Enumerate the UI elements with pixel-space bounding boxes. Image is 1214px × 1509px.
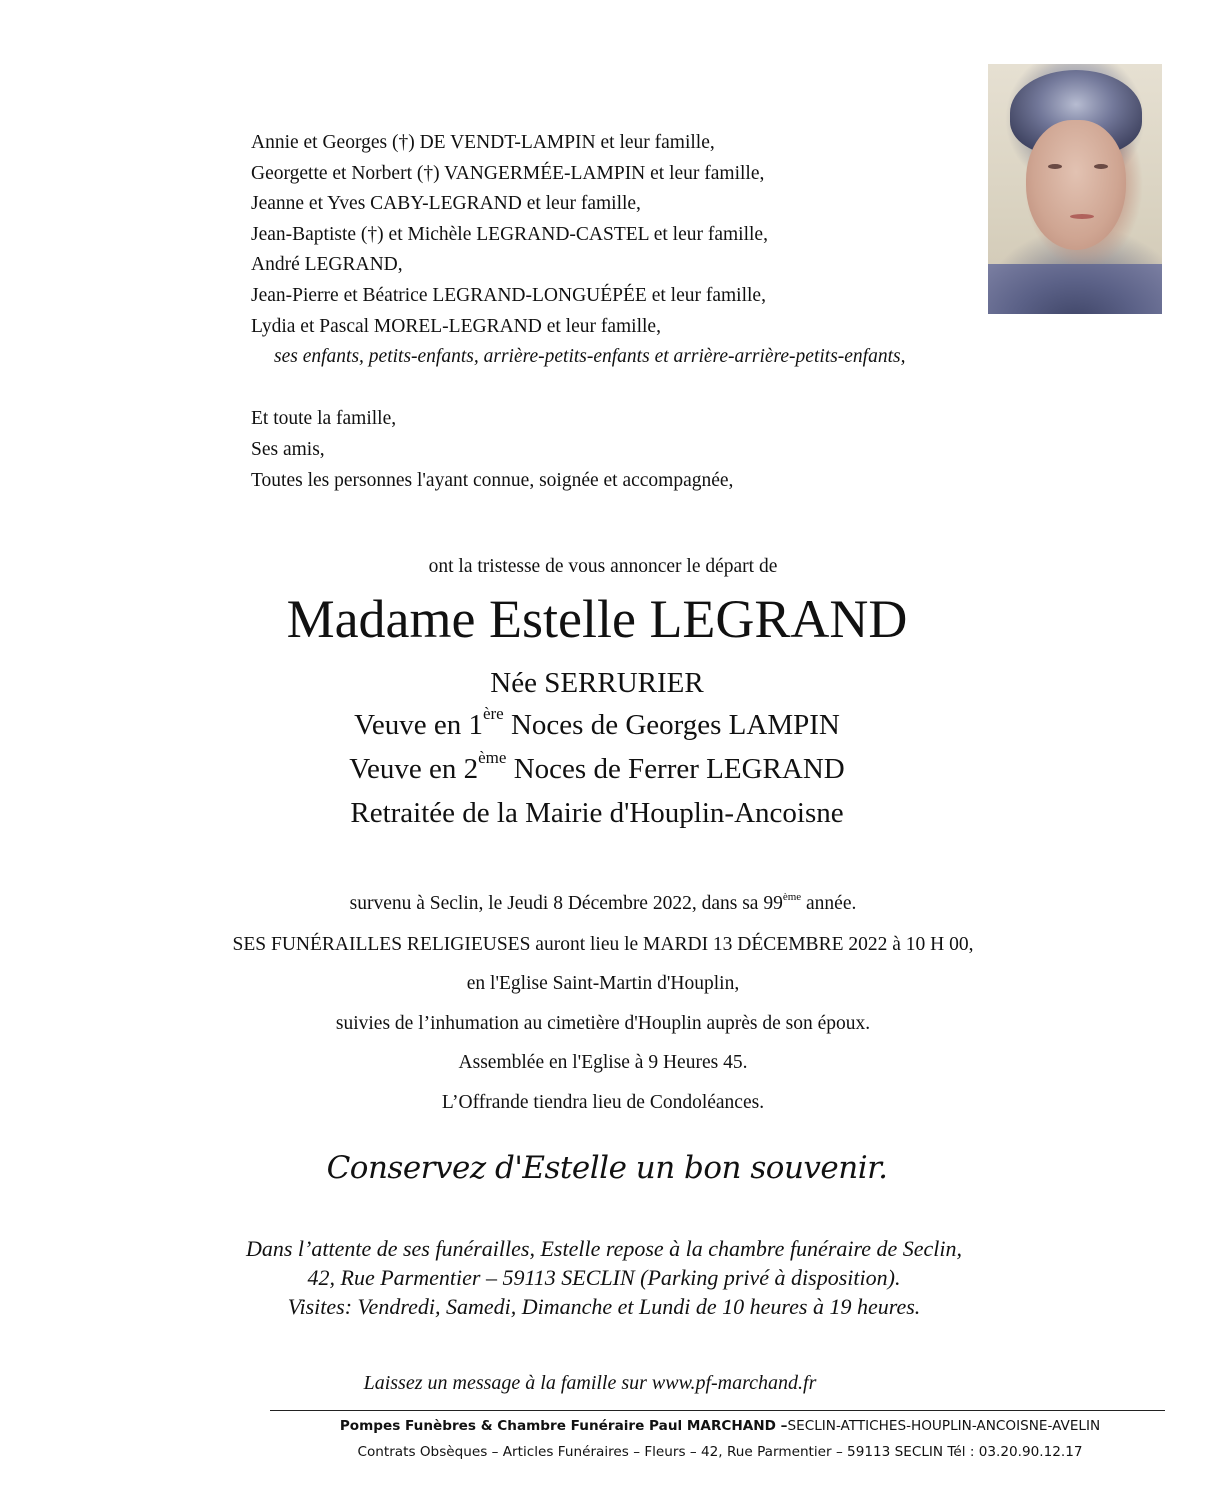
visitation-line: Visites: Vendredi, Samedi, Dimanche et Lundi de 10 heures à 19 heures. bbox=[287, 1294, 921, 1319]
family-line: Annie et Georges (†) DE VENDT-LAMPIN et leur famille, bbox=[251, 132, 715, 153]
portrait-eye bbox=[1048, 164, 1062, 169]
company-name: Pompes Funèbres & Chambre Funéraire Paul MARCHAND – bbox=[339, 1418, 788, 1434]
funeral-line: SES FUNÉRAILLES RELIGIEUSES auront lieu le MARDI 13 DÉCEMBRE 2022 à 10 H 00, bbox=[232, 934, 974, 955]
assembly-line: Assemblée en l'Eglise à 9 Heures 45. bbox=[458, 1052, 748, 1073]
burial-line: suivies de l’inhumation au cimetière d'Houplin auprès de son époux. bbox=[335, 1013, 871, 1034]
footer-services-line: Contrats Obsèques – Articles Funéraires – Fleurs – 42, Rue Parmentier – 59113 SECLIN Tél : 03.20.90.12.17 bbox=[357, 1444, 1083, 1460]
death-line: survenu à Seclin, le Jeudi 8 Décembre 2022, dans sa 99ème année. bbox=[349, 891, 857, 914]
others-line: Ses amis, bbox=[251, 439, 325, 460]
retirement-line: Retraitée de la Mairie d'Houplin-Ancoisne bbox=[350, 797, 844, 829]
others-list bbox=[251, 403, 733, 496]
visitation-line: Dans l’attente de ses funérailles, Estelle repose à la chambre funéraire de Seclin, bbox=[245, 1236, 963, 1261]
maiden-name: Née SERRURIER bbox=[490, 667, 704, 699]
guestbook-message: Laissez un message à la famille sur www.pf-marchand.fr bbox=[363, 1372, 817, 1394]
footer-company-line bbox=[260, 1418, 1180, 1434]
portrait-torso bbox=[988, 264, 1162, 314]
descendants-line: ses enfants, petits-enfants, arrière-petits-enfants et arrière-arrière-petits-enfants, bbox=[274, 346, 906, 368]
family-line: André LEGRAND, bbox=[251, 254, 403, 276]
deceased-name: Madame Estelle LEGRAND bbox=[286, 589, 908, 649]
portrait-eye bbox=[1094, 164, 1108, 169]
church-line: en l'Eglise Saint-Martin d'Houplin, bbox=[466, 973, 740, 994]
family-line: Jean-Baptiste (†) et Michèle LEGRAND-CASTEL et leur famille, bbox=[251, 223, 768, 245]
widow-second-marriage: Veuve en 2ème Noces de Ferrer LEGRAND bbox=[349, 748, 845, 785]
widow-first-marriage: Veuve en 1ère Noces de Georges LAMPIN bbox=[354, 704, 840, 741]
others-line: Et toute la famille, bbox=[251, 408, 397, 429]
portrait-mouth bbox=[1070, 214, 1094, 219]
portrait-face bbox=[1026, 120, 1126, 250]
visitation-line: 42, Rue Parmentier – 59113 SECLIN (Parking privé à disposition). bbox=[307, 1265, 901, 1290]
family-line: Lydia et Pascal MOREL-LEGRAND et leur famille, bbox=[251, 315, 661, 337]
offering-line: L’Offrande tiendra lieu de Condoléances. bbox=[441, 1092, 765, 1113]
company-locations: SECLIN-ATTICHES-HOUPLIN-ANCOISNE-AVELIN bbox=[787, 1418, 1101, 1434]
motto: Conservez d'Estelle un bon souvenir. bbox=[326, 1150, 888, 1186]
announcement-intro: ont la tristesse de vous annoncer le départ de bbox=[428, 556, 778, 577]
family-line: Jean-Pierre et Béatrice LEGRAND-LONGUÉPÉE et leur famille, bbox=[251, 284, 766, 306]
portrait-photo bbox=[988, 64, 1162, 314]
family-list bbox=[251, 128, 905, 373]
footer-divider bbox=[270, 1410, 1165, 1411]
family-line: Jeanne et Yves CABY-LEGRAND et leur famille, bbox=[251, 193, 641, 215]
others-line: Toutes les personnes l'ayant connue, soignée et accompagnée, bbox=[251, 470, 734, 491]
family-line: Georgette et Norbert (†) VANGERMÉE-LAMPIN et leur famille, bbox=[251, 162, 765, 184]
